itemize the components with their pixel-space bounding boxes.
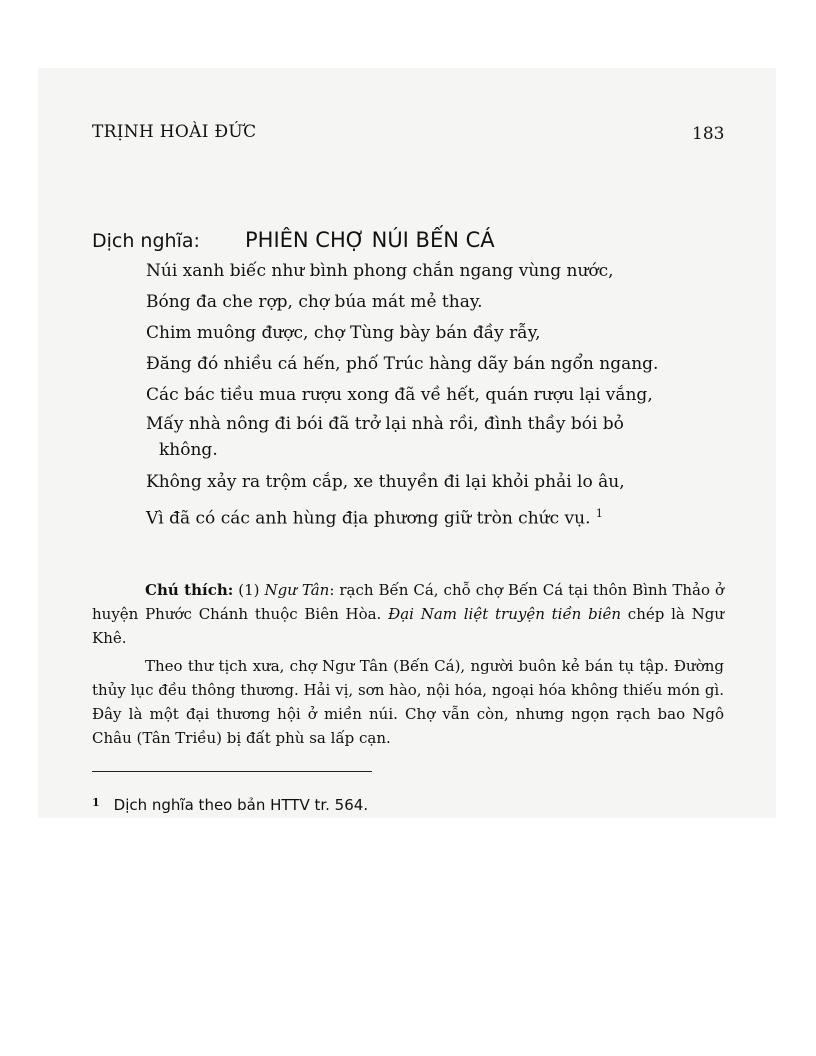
- poem-line-continuation: không.: [159, 440, 218, 460]
- footnote-mark: 1: [92, 796, 100, 809]
- book-title: Đại Nam liệt truyện tiền biên: [388, 605, 622, 623]
- poem-line-last: [146, 498, 726, 529]
- poem-line: Chim muông được, chợ Tùng bày bán đầy rẫy,: [146, 323, 541, 343]
- running-head: TRỊNH HOÀI ĐỨC: [92, 122, 257, 142]
- note-text: chép là Ngư Khê.: [92, 605, 724, 647]
- poem-line: Các bác tiều mua rượu xong đã về hết, quán rượu lại vắng,: [146, 385, 653, 405]
- poem-line: Vì đã có các anh hùng địa phương giữ tròn chức vụ.: [146, 508, 591, 529]
- note-term: Ngư Tân: [264, 581, 330, 599]
- note-paragraph: [92, 578, 724, 650]
- page-number: 183: [692, 124, 725, 144]
- poem-line: Mấy nhà nông đi bói đã trở lại nhà rồi, đình thầy bói bỏ: [146, 414, 624, 434]
- poem-line-wrapped: [146, 411, 726, 467]
- footnote-text: Dịch nghĩa theo bản HTTV tr. 564.: [113, 796, 369, 814]
- footnote-reference: 1: [595, 507, 603, 520]
- note-text: (1): [233, 581, 265, 599]
- poem-line: Núi xanh biếc như bình phong chắn ngang vùng nước,: [146, 261, 614, 281]
- poem-line: Không xảy ra trộm cắp, xe thuyền đi lại khỏi phải lo âu,: [146, 472, 625, 492]
- poem-translation: [146, 256, 726, 529]
- footnote: [92, 796, 368, 814]
- note-text: : rạch Bến Cá, chỗ chợ Bến Cá tại thôn Bình Thảo ở huyện Phước Chánh thuộc Biên Hòa.: [92, 581, 724, 623]
- notes-label: Chú thích:: [145, 581, 234, 599]
- footnote-divider: [92, 771, 372, 772]
- poem-heading: [92, 228, 495, 252]
- note-paragraph: Theo thư tịch xưa, chợ Ngư Tân (Bến Cá), người buôn kẻ bán tụ tập. Đường thủy lục đều thông thương. Hải vị, sơn hào, nội hóa, ngoại hóa không thiếu món gì. Đây là một đại thương hội ở miền núi. Chợ vẫn còn, nhưng ngọn rạch bao Ngô Châu (Tân Triều) bị đất phù sa lấp cạn.: [92, 657, 724, 747]
- heading-label: Dịch nghĩa:: [92, 230, 200, 252]
- poem-title: PHIÊN CHỢ NÚI BẾN CÁ: [245, 228, 495, 252]
- poem-line: Đăng đó nhiều cá hến, phố Trúc hàng dãy bán ngổn ngang.: [146, 354, 659, 374]
- poem-line: Bóng đa che rợp, chợ búa mát mẻ thay.: [146, 292, 483, 312]
- notes-section: [92, 578, 724, 750]
